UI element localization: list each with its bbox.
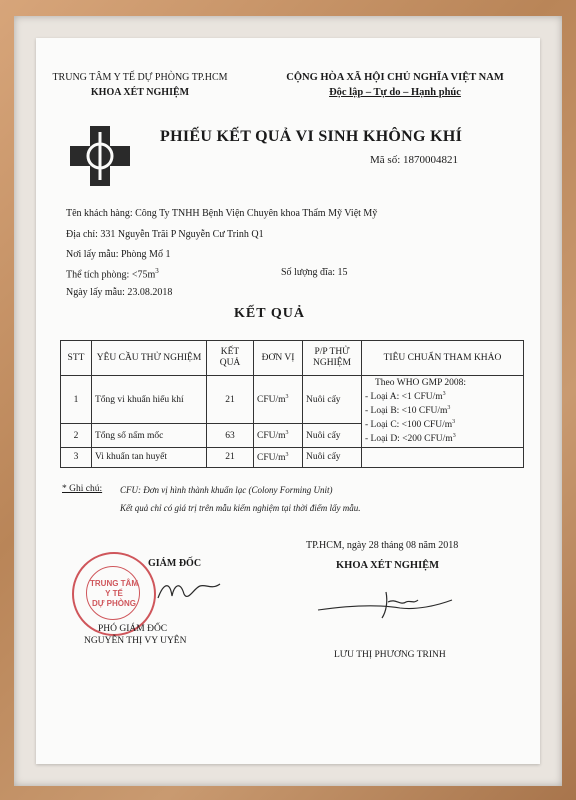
col-stt: STT — [61, 341, 92, 376]
stamp-line-3: DỰ PHÒNG — [92, 599, 136, 608]
row3-test: Vi khuẩn tan huyết — [92, 447, 207, 467]
standard-title: Theo WHO GMP 2008: — [375, 378, 467, 388]
col-standard: TIÊU CHUẨN THAM KHẢO — [362, 341, 524, 376]
standard-line-a — [365, 389, 520, 403]
room-volume — [66, 267, 159, 280]
dept-title: KHOA XÉT NGHIỆM — [336, 560, 440, 571]
row1-unit-sup: 3 — [285, 394, 289, 401]
org-name — [40, 72, 240, 98]
room-volume-sup: 3 — [155, 267, 159, 275]
row2-unit-sup: 3 — [285, 429, 289, 436]
row3-unit-text: CFU/m — [257, 452, 286, 463]
address: Địa chỉ: 331 Nguyễn Trãi P Nguyễn Cư Trinh Q1 — [66, 229, 264, 240]
director-title: GIÁM ĐỐC — [148, 558, 202, 569]
plate-count: Số lượng đĩa: 15 — [281, 267, 348, 278]
director-signature-icon — [154, 576, 224, 611]
row1-unit — [254, 376, 303, 424]
row1-test: Tổng vi khuẩn hiếu khí — [92, 376, 207, 424]
sample-place: Nơi lấy mẫu: Phòng Mổ 1 — [66, 249, 171, 260]
country-line-1: CỘNG HÒA XÃ HỘI CHỦ NGHĨA VIỆT NAM — [286, 72, 504, 83]
standard-cell — [362, 376, 524, 448]
document-title: PHIẾU KẾT QUẢ VI SINH KHÔNG KHÍ — [160, 128, 463, 145]
row3-standard — [362, 447, 524, 467]
row2-unit-text: CFU/m — [257, 431, 286, 442]
col-test: YÊU CẦU THỬ NGHIỆM — [92, 341, 207, 376]
table-row — [61, 447, 524, 467]
result-table — [60, 340, 524, 468]
row1-method: Nuôi cấy — [303, 376, 362, 424]
col-method: P/P THỬ NGHIỆM — [303, 341, 362, 376]
note-line-1: CFU: Đơn vị hình thành khuẩn lạc (Colony Forming Unit) — [120, 485, 333, 495]
row3-result: 21 — [207, 447, 254, 467]
document-page — [36, 38, 540, 764]
row1-result: 21 — [207, 376, 254, 424]
notes-label — [62, 484, 102, 494]
table-row — [61, 376, 524, 424]
result-heading: KẾT QUẢ — [234, 306, 305, 321]
standard-b-text: - Loại B: <10 CFU/m — [365, 406, 448, 417]
standard-line-c — [365, 417, 520, 431]
standard-c-sup: 3 — [452, 419, 456, 426]
org-line-2: KHOA XÉT NGHIỆM — [90, 87, 190, 98]
row2-result: 63 — [207, 424, 254, 447]
col-result: KẾT QUẢ — [207, 341, 254, 376]
sample-date: Ngày lấy mẫu: 23.08.2018 — [66, 287, 173, 298]
row2-method: Nuôi cấy — [303, 424, 362, 447]
standard-d-text: - Loại D: <200 CFU/m — [365, 434, 453, 445]
standard-a-sup: 3 — [442, 391, 446, 397]
row3-stt: 3 — [61, 447, 92, 467]
stamp-line-1: TRUNG TÂM — [90, 579, 138, 588]
note-line-2: Kết quả chỉ có giá trị trên mẫu kiểm nghiệm tại thời điểm lấy mẫu. — [120, 503, 361, 513]
standard-c-text: - Loại C: <100 CFU/m — [365, 420, 453, 431]
dept-name: LƯU THỊ PHƯƠNG TRINH — [334, 650, 446, 660]
row2-stt: 2 — [61, 424, 92, 447]
country-line-2: Độc lập – Tự do – Hạnh phúc — [329, 87, 461, 98]
standard-b-sup: 3 — [447, 405, 451, 412]
document-code: Mã số: 1870004821 — [370, 154, 458, 166]
standard-a-text: - Loại A: <1 CFU/m — [365, 392, 443, 403]
room-volume-text: Thể tích phòng: <75m — [66, 269, 156, 281]
row2-test: Tổng số nấm mốc — [92, 424, 207, 447]
director-role: PHÓ GIÁM ĐỐC — [98, 624, 168, 634]
stamp-line-2: Y TẾ — [105, 589, 123, 598]
country-header — [260, 72, 530, 98]
standard-line-d — [365, 431, 520, 445]
row3-method: Nuôi cấy — [303, 447, 362, 467]
director-name: NGUYỄN THỊ VY UYÊN — [84, 636, 187, 646]
row3-unit-sup: 3 — [285, 451, 289, 458]
notes-label-text: * Ghi chú: — [62, 484, 103, 494]
standard-d-sup: 3 — [452, 433, 456, 440]
org-line-1: TRUNG TÂM Y TẾ DỰ PHÒNG TP.HCM — [52, 72, 228, 83]
row1-unit-text: CFU/m — [257, 395, 286, 406]
row2-unit — [254, 424, 303, 447]
dept-signature-icon — [316, 588, 456, 629]
col-unit: ĐƠN VỊ — [254, 341, 303, 376]
row3-unit — [254, 447, 303, 467]
standard-line-b — [365, 403, 520, 417]
row1-stt: 1 — [61, 376, 92, 424]
date-line: TP.HCM, ngày 28 tháng 08 năm 2018 — [306, 540, 459, 551]
cross-medical-logo-icon — [70, 126, 130, 191]
customer-name: Tên khách hàng: Công Ty TNHH Bệnh Viện Chuyên khoa Thẩm Mỹ Việt Mỹ — [66, 208, 378, 219]
table-header-row — [61, 341, 524, 376]
